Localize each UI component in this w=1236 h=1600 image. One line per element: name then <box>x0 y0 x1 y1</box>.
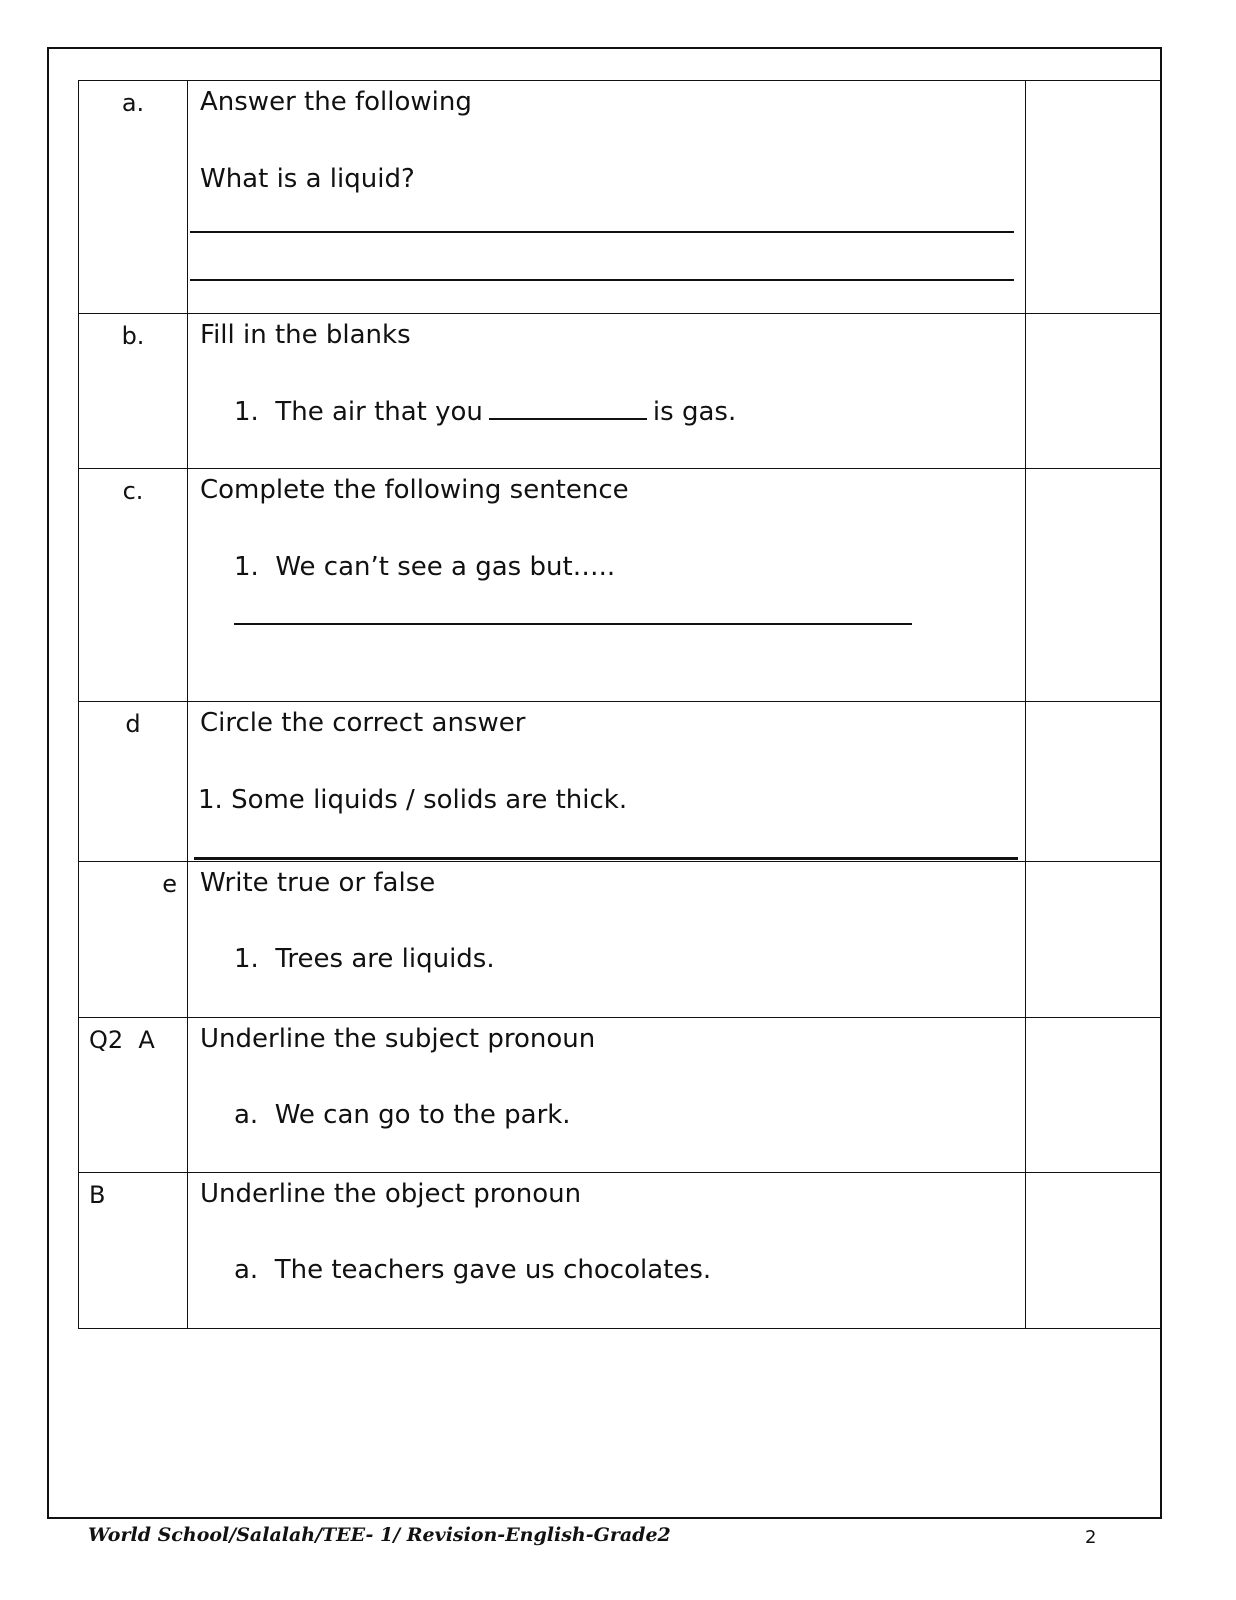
question-content <box>188 314 1026 469</box>
item-number: 1. <box>234 397 259 427</box>
question-item <box>234 1100 571 1130</box>
marks-cell <box>1026 862 1161 1018</box>
question-content <box>188 1173 1026 1329</box>
question-row-q2a <box>79 1018 1161 1173</box>
marks-cell <box>1026 1018 1161 1173</box>
question-row-e <box>79 862 1161 1018</box>
item-number: a. <box>234 1100 259 1130</box>
answer-line[interactable] <box>190 279 1014 281</box>
question-instruction: Underline the subject pronoun <box>200 1024 596 1054</box>
question-item: 1. Some liquids / solids are thick. <box>198 785 628 815</box>
marks-cell <box>1026 702 1161 862</box>
question-instruction: Write true or false <box>200 868 436 898</box>
question-row-c <box>79 469 1161 702</box>
question-instruction: Complete the following sentence <box>200 475 629 505</box>
question-item <box>234 944 495 974</box>
question-label: d <box>79 702 188 862</box>
item-number: 1. <box>234 552 259 582</box>
item-text: We can’t see a gas but….. <box>275 552 616 582</box>
question-table <box>78 80 1161 1329</box>
answer-line[interactable] <box>190 231 1014 233</box>
item-number: 1. <box>234 944 259 974</box>
item-text: The teachers gave us chocolates. <box>274 1255 712 1285</box>
item-text-before: The air that you <box>275 397 483 427</box>
question-item <box>234 1255 711 1285</box>
item-text-after: is gas. <box>652 397 737 427</box>
question-instruction: Fill in the blanks <box>200 320 411 350</box>
question-label: e <box>79 862 188 1018</box>
question-row-b <box>79 314 1161 469</box>
fill-blank[interactable] <box>489 396 647 420</box>
marks-cell <box>1026 314 1161 469</box>
question-instruction: Circle the correct answer <box>200 708 526 738</box>
question-row-a <box>79 81 1161 314</box>
question-label: a. <box>79 81 188 314</box>
question-label: c. <box>79 469 188 702</box>
marks-cell <box>1026 1173 1161 1329</box>
question-item: What is a liquid? <box>200 164 415 194</box>
divider-line <box>194 857 1018 860</box>
marks-cell <box>1026 81 1161 314</box>
question-item <box>234 396 736 427</box>
footer-title: World School/Salalah/TEE- 1/ Revision-English-Grade2 <box>88 1524 671 1546</box>
question-content <box>188 81 1026 314</box>
question-row-d <box>79 702 1161 862</box>
question-content <box>188 862 1026 1018</box>
question-content <box>188 702 1026 862</box>
question-label: Q2 A <box>79 1018 188 1173</box>
question-instruction: Answer the following <box>200 87 472 117</box>
answer-line[interactable] <box>234 623 912 625</box>
item-text: We can go to the park. <box>274 1100 571 1130</box>
question-label: b. <box>79 314 188 469</box>
marks-cell <box>1026 469 1161 702</box>
question-label: B <box>79 1173 188 1329</box>
question-item <box>234 552 615 582</box>
question-row-q2b <box>79 1173 1161 1329</box>
item-text: Trees are liquids. <box>275 944 495 974</box>
page-number: 2 <box>1085 1527 1097 1548</box>
question-content <box>188 1018 1026 1173</box>
question-content <box>188 469 1026 702</box>
question-instruction: Underline the object pronoun <box>200 1179 582 1209</box>
item-number: a. <box>234 1255 259 1285</box>
